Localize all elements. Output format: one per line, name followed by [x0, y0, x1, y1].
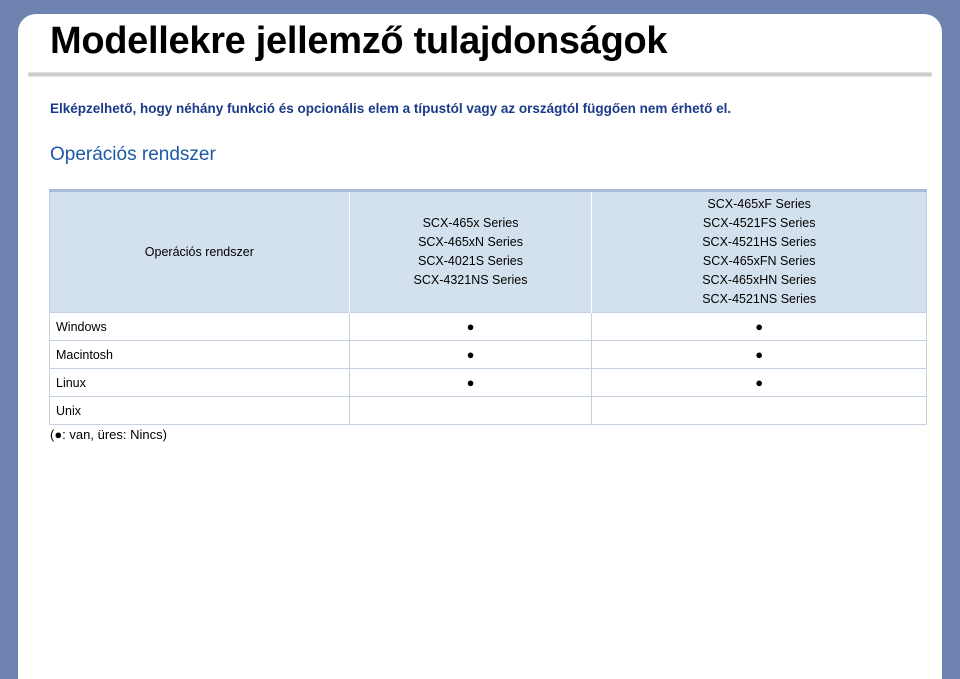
model-name: SCX-4521NS Series	[702, 292, 817, 306]
support-mark-group-1: ●	[349, 313, 592, 341]
support-mark-group-1: ●	[349, 369, 592, 397]
title-divider	[28, 72, 932, 77]
table-row	[50, 397, 927, 425]
model-name: SCX-465xN Series	[418, 235, 523, 249]
model-name: SCX-465x Series	[422, 216, 519, 230]
header-os-label: Operációs rendszer	[50, 191, 350, 313]
table-row	[50, 313, 927, 341]
document-page	[18, 14, 942, 679]
support-mark-group-2: ●	[592, 369, 927, 397]
model-name: SCX-465xF Series	[707, 197, 811, 211]
page-title: Modellekre jellemző tulajdonságok	[50, 20, 668, 62]
model-name: SCX-465xHN Series	[702, 273, 817, 287]
support-mark-group-2: ●	[592, 313, 927, 341]
table-header-row	[50, 191, 927, 313]
table-legend: (●: van, üres: Nincs)	[50, 427, 167, 442]
os-name: Windows	[50, 313, 350, 341]
model-name: SCX-465xFN Series	[702, 254, 816, 268]
table-row	[50, 369, 927, 397]
model-name: SCX-4521HS Series	[702, 235, 817, 249]
support-mark-group-2: ●	[592, 341, 927, 369]
section-title: Operációs rendszer	[50, 144, 216, 165]
model-name: SCX-4521FS Series	[702, 216, 816, 230]
header-model-group-2	[592, 191, 927, 313]
availability-note: Elképzelhető, hogy néhány funkció és opcionális elem a típustól vagy az országtól függően nem érhető el.	[50, 101, 732, 116]
table-row	[50, 341, 927, 369]
support-mark-group-1	[349, 397, 592, 425]
header-model-group-1	[349, 191, 592, 313]
os-name: Linux	[50, 369, 350, 397]
os-support-table	[49, 189, 927, 425]
support-mark-group-2	[592, 397, 927, 425]
support-mark-group-1: ●	[349, 341, 592, 369]
model-name: SCX-4021S Series	[418, 254, 523, 268]
model-name: SCX-4321NS Series	[413, 273, 528, 287]
os-name: Unix	[50, 397, 350, 425]
os-name: Macintosh	[50, 341, 350, 369]
